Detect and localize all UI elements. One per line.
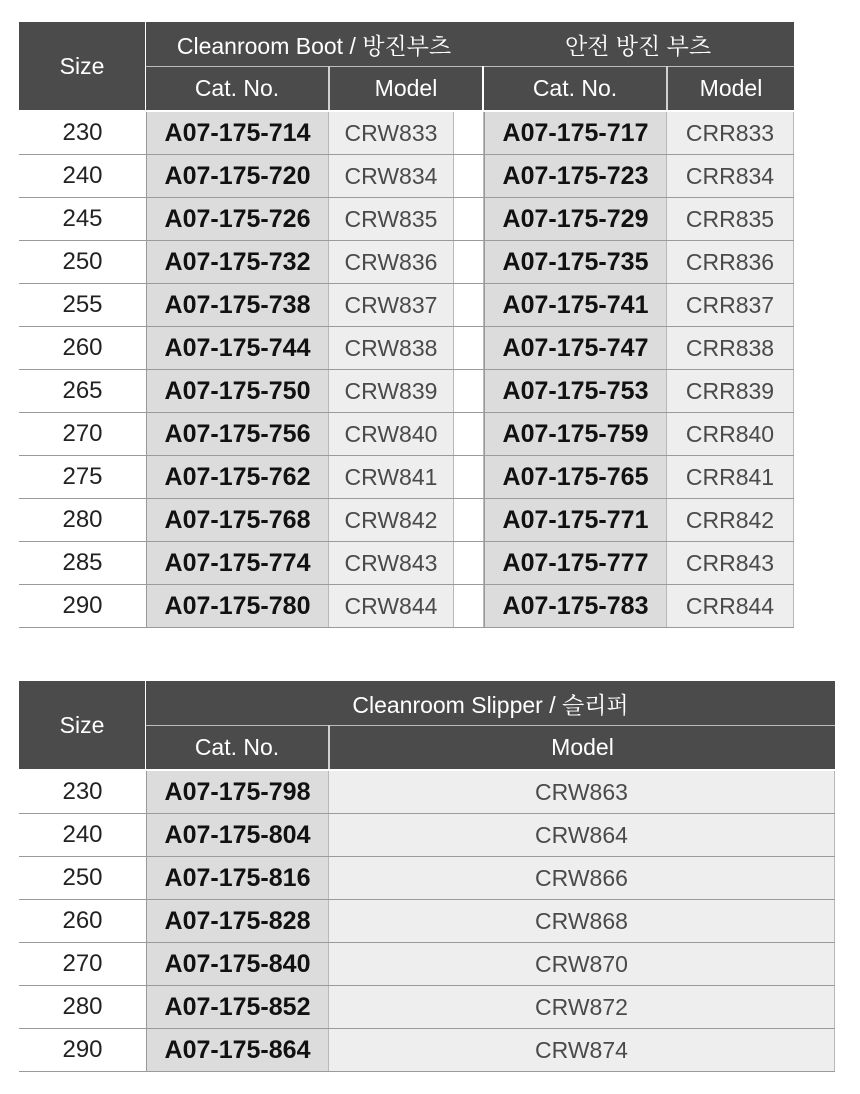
size-cell: 230 [19, 112, 146, 154]
spacer-cell [454, 370, 484, 412]
model-cell: CRR835 [666, 198, 794, 240]
model-cell: CRR836 [666, 241, 794, 283]
cat-no-cell: A07-175-750 [146, 370, 328, 412]
model-cell: CRW833 [328, 112, 454, 154]
cat-no-cell: A07-175-771 [484, 499, 666, 541]
size-header: Size [19, 22, 145, 110]
cat-no-header: Cat. No. [146, 66, 328, 110]
table-row [19, 327, 794, 370]
model-cell: CRR838 [666, 327, 794, 369]
model-cell: CRR842 [666, 499, 794, 541]
size-cell: 290 [19, 585, 146, 627]
table-row [19, 943, 835, 986]
cat-no-cell: A07-175-714 [146, 112, 328, 154]
cat-no-cell: A07-175-744 [146, 327, 328, 369]
model-cell: CRW834 [328, 155, 454, 197]
model-cell: CRW874 [328, 1029, 835, 1071]
cat-no-cell: A07-175-738 [146, 284, 328, 326]
table-row [19, 900, 835, 943]
table-row [19, 456, 794, 499]
cat-no-cell: A07-175-732 [146, 241, 328, 283]
cat-no-cell: A07-175-726 [146, 198, 328, 240]
cat-no-cell: A07-175-780 [146, 585, 328, 627]
cat-no-cell: A07-175-774 [146, 542, 328, 584]
size-cell: 270 [19, 413, 146, 455]
table-row [19, 499, 794, 542]
spacer-cell [454, 241, 484, 283]
cat-no-cell: A07-175-804 [146, 814, 328, 856]
cat-no-cell: A07-175-768 [146, 499, 328, 541]
size-cell: 275 [19, 456, 146, 498]
size-cell: 240 [19, 814, 146, 856]
cat-no-header: Cat. No. [484, 66, 666, 110]
model-cell: CRW838 [328, 327, 454, 369]
cat-no-cell: A07-175-777 [484, 542, 666, 584]
spacer-cell [454, 499, 484, 541]
cat-no-header: Cat. No. [146, 725, 328, 769]
model-cell: CRR837 [666, 284, 794, 326]
table-row [19, 370, 794, 413]
size-cell: 240 [19, 155, 146, 197]
model-cell: CRW844 [328, 585, 454, 627]
model-cell: CRW835 [328, 198, 454, 240]
cat-no-cell: A07-175-864 [146, 1029, 328, 1071]
model-cell: CRW868 [328, 900, 835, 942]
model-cell: CRR843 [666, 542, 794, 584]
spacer-cell [454, 155, 484, 197]
cat-no-cell: A07-175-828 [146, 900, 328, 942]
cat-no-cell: A07-175-765 [484, 456, 666, 498]
size-cell: 255 [19, 284, 146, 326]
table-row [19, 542, 794, 585]
model-cell: CRW840 [328, 413, 454, 455]
size-cell: 280 [19, 499, 146, 541]
model-cell: CRR839 [666, 370, 794, 412]
cat-no-cell: A07-175-720 [146, 155, 328, 197]
spacer-cell [454, 327, 484, 369]
model-cell: CRR840 [666, 413, 794, 455]
model-cell: CRW864 [328, 814, 835, 856]
model-header: Model [668, 66, 794, 110]
size-cell: 270 [19, 943, 146, 985]
cat-no-cell: A07-175-762 [146, 456, 328, 498]
spacer-cell [454, 112, 484, 154]
cat-no-cell: A07-175-747 [484, 327, 666, 369]
size-cell: 230 [19, 771, 146, 813]
table-row [19, 155, 794, 198]
model-cell: CRW872 [328, 986, 835, 1028]
spacer-cell [454, 284, 484, 326]
table-row [19, 413, 794, 456]
model-cell: CRW843 [328, 542, 454, 584]
cat-no-cell: A07-175-753 [484, 370, 666, 412]
model-cell: CRR844 [666, 585, 794, 627]
size-cell: 260 [19, 327, 146, 369]
spacer-cell [454, 198, 484, 240]
model-cell: CRW863 [328, 771, 835, 813]
header-divider [666, 66, 668, 110]
cat-no-cell: A07-175-816 [146, 857, 328, 899]
cat-no-cell: A07-175-717 [484, 112, 666, 154]
table-row [19, 1029, 835, 1072]
cat-no-cell: A07-175-759 [484, 413, 666, 455]
header-divider [328, 725, 330, 769]
size-cell: 265 [19, 370, 146, 412]
model-cell: CRW836 [328, 241, 454, 283]
model-cell: CRW837 [328, 284, 454, 326]
header-divider [328, 66, 330, 110]
cat-no-cell: A07-175-783 [484, 585, 666, 627]
safety-boot-group-title: 안전 방진 부츠 [482, 22, 794, 66]
model-cell: CRW866 [328, 857, 835, 899]
size-cell: 290 [19, 1029, 146, 1071]
cat-no-cell: A07-175-723 [484, 155, 666, 197]
size-cell: 260 [19, 900, 146, 942]
cat-no-cell: A07-175-756 [146, 413, 328, 455]
table-row [19, 771, 835, 814]
spacer-cell [454, 413, 484, 455]
table-row [19, 814, 835, 857]
spacer-cell [454, 542, 484, 584]
table-row [19, 241, 794, 284]
model-cell: CRW870 [328, 943, 835, 985]
size-cell: 285 [19, 542, 146, 584]
cat-no-cell: A07-175-729 [484, 198, 666, 240]
table-row [19, 198, 794, 241]
cat-no-cell: A07-175-798 [146, 771, 328, 813]
model-cell: CRW842 [328, 499, 454, 541]
boot-group-title: Cleanroom Boot / 방진부츠 [146, 22, 482, 66]
table-row [19, 284, 794, 327]
size-cell: 250 [19, 857, 146, 899]
size-header: Size [19, 681, 145, 769]
model-cell: CRW839 [328, 370, 454, 412]
model-cell: CRR833 [666, 112, 794, 154]
slipper-group-title: Cleanroom Slipper / 슬리퍼 [146, 681, 835, 725]
size-cell: 280 [19, 986, 146, 1028]
spacer-cell [454, 456, 484, 498]
cat-no-cell: A07-175-741 [484, 284, 666, 326]
boot-table [19, 22, 794, 630]
cat-no-cell: A07-175-852 [146, 986, 328, 1028]
table-row [19, 986, 835, 1029]
model-cell: CRR841 [666, 456, 794, 498]
model-cell: CRR834 [666, 155, 794, 197]
size-cell: 245 [19, 198, 146, 240]
table-row [19, 585, 794, 628]
model-cell: CRW841 [328, 456, 454, 498]
table-row [19, 112, 794, 155]
table-row [19, 857, 835, 900]
spacer-cell [454, 585, 484, 627]
model-header: Model [330, 66, 482, 110]
model-header: Model [330, 725, 835, 769]
size-cell: 250 [19, 241, 146, 283]
cat-no-cell: A07-175-840 [146, 943, 328, 985]
cat-no-cell: A07-175-735 [484, 241, 666, 283]
slipper-table [19, 681, 835, 1075]
